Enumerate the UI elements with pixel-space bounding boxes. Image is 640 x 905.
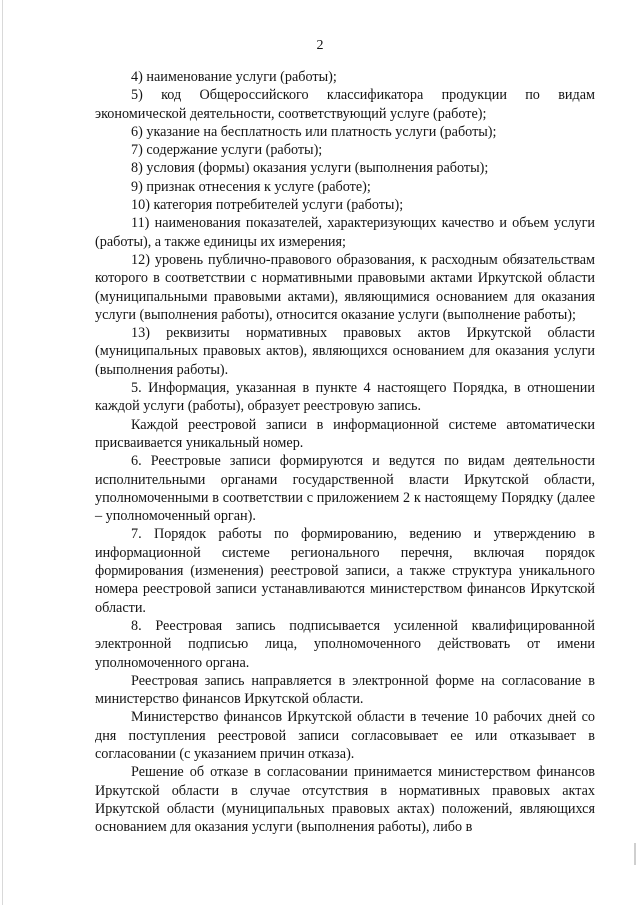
paragraph-approval-sending: Реестровая запись направляется в электронной форме на согласование в министерство финансов Иркутской области. [95, 672, 595, 708]
paragraph-unique-number: Каждой реестровой записи в информационной системе автоматически присваивается уникальный номер. [95, 416, 595, 451]
paragraph-refusal: Решение об отказе в согласовании принимается министерством финансов Иркутской области в случае отсутствия в нормативных правовых актах Иркутской области (муниципальных правовых актах) положений, являющихся основанием для оказания услуги (выполнения работы), либо в [95, 764, 595, 836]
paragraph-item-5: 5) код Общероссийского классификатора продукции по видам экономической деятельности, соответствующий услуге (работе); [95, 87, 595, 122]
paragraph-approval-term: Министерство финансов Иркутской области в течение 10 рабочих дней со дня поступления реестровой записи согласовывает ее или отказывает в согласовании (с указанием причин отказа). [95, 709, 595, 762]
scan-edge-line [2, 0, 3, 905]
paragraph-section-5: 5. Информация, указанная в пункте 4 настоящего Порядка, в отношении каждой услуги (работы), образует реестровую запись. [95, 380, 595, 415]
paragraph-item-10: 10) категория потребителей услуги (работы); [131, 197, 404, 214]
paragraph-item-11: 11) наименования показателей, характеризующих качество и объем услуги (работы), а также единицы их измерения; [95, 215, 595, 250]
page-number: 2 [316, 38, 324, 53]
paragraph-item-12: 12) уровень публично-правового образования, к расходным обязательствам которого в соответствии с нормативными правовыми актами Иркутской области (муниципальными правовыми актами), являющимися основанием для оказания услуги (выполнения работы), относится оказание услуги (выполнение работы); [95, 251, 595, 323]
paragraph-item-4: 4) наименование услуги (работы); [131, 69, 337, 85]
paragraph-section-7: 7. Порядок работы по формированию, ведению и утверждению в информационной системе регионального перечня, включая порядок формирования (изменения) реестровой записи, а также структура уникального номера реестровой записи устанавливаются министерством финансов Иркутской области. [95, 526, 595, 616]
paragraph-item-6: 6) указание на бесплатность или платность услуги (работы); [131, 123, 497, 140]
paragraph-item-7: 7) содержание услуги (работы); [131, 142, 323, 159]
paragraph-item-9: 9) признак отнесения к услуге (работе); [131, 178, 371, 195]
scan-artifact [634, 843, 636, 865]
paragraph-item-8: 8) условия (формы) оказания услуги (выполнения работы); [131, 160, 489, 177]
paragraph-section-6: 6. Реестровые записи формируются и ведутся по видам деятельности исполнительными органами государственной власти Иркутской области, уполномоченными в соответствии с приложением 2 к настоящему Порядку (далее – уполномоченный орган). [95, 453, 595, 525]
paragraph-item-13: 13) реквизиты нормативных правовых актов Иркутской области (муниципальных правовых актов), являющихся основанием для оказания услуги (выполнения работы). [95, 325, 595, 378]
paragraph-section-8: 8. Реестровая запись подписывается усиленной квалифицированной электронной подписью лица, уполномоченного действовать от имени уполномоченного органа. [95, 617, 595, 671]
document-body [95, 68, 595, 836]
